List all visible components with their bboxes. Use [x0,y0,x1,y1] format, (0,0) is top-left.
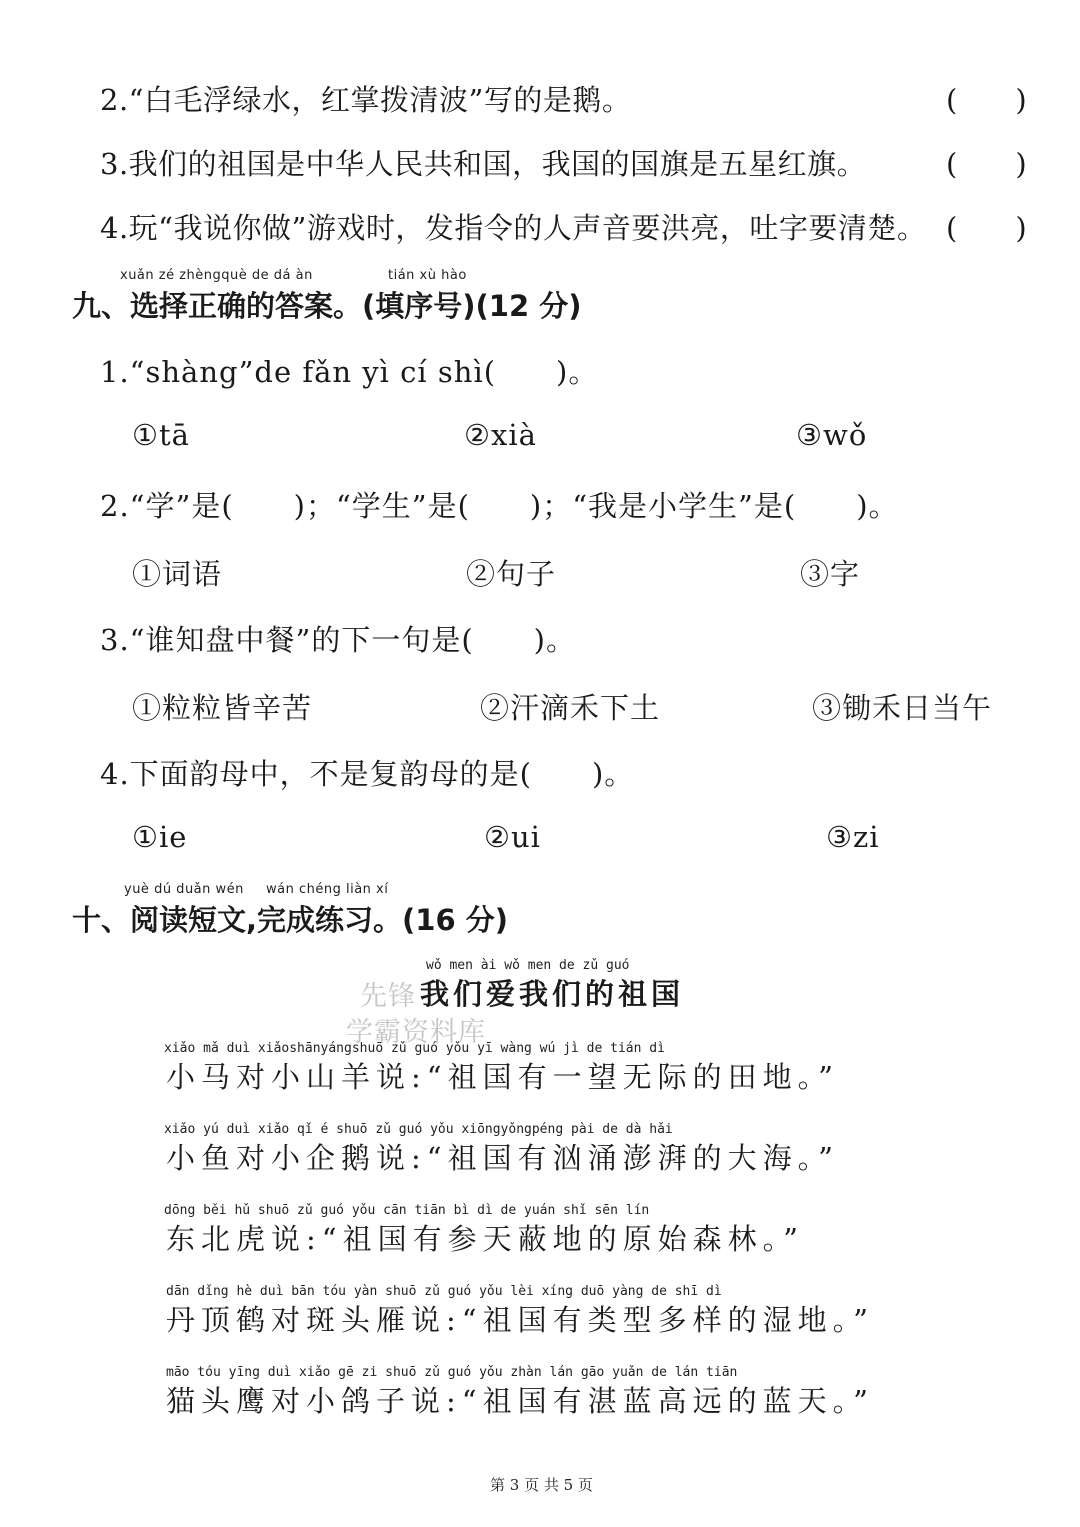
tf-item-4: 4.玩“我说你做”游戏时，发指令的人声音要洪亮，吐字要清楚。 [100,211,927,245]
line-pinyin: xiǎo yú duì xiǎo qǐ é shuō zǔ guó yǒu xiōngyǒngpéng pài de dà hǎi [164,1122,673,1137]
option: ②xià [464,418,537,452]
option: ①粒粒皆辛苦 [132,691,313,725]
option: ①ie [132,820,188,854]
watermark: 学霸资料库 [346,1017,486,1048]
option: ③字 [800,557,861,591]
option: ①tā [132,418,190,452]
passage-line: 东北虎说:“祖国有参天蔽地的原始森林。” [166,1222,804,1256]
section9-heading: 九、选择正确的答案。(填序号)(12 分) [72,289,582,323]
passage-title: 我们爱我们的祖国 [420,977,685,1011]
passage-line: 小马对小山羊说:“祖国有一望无际的田地。” [166,1060,839,1094]
option: ①词语 [132,557,223,591]
section9-pinyin: xuǎn zé zhèngquè de dá àn [120,268,313,283]
line-pinyin: māo tóu yīng duì xiǎo gē zi shuō zǔ guó yǒu zhàn lán gāo yuǎn de lán tiān [166,1365,738,1380]
passage-line: 小鱼对小企鹅说:“祖国有汹涌澎湃的大海。” [166,1141,839,1175]
watermark: 先锋 [360,981,416,1012]
answer-paren[interactable]: ( ) [946,83,1027,117]
option: ②ui [484,820,541,854]
tf-item-3: 3.我们的祖国是中华人民共和国，我国的国旗是五星红旗。 [100,147,867,181]
title-pinyin: wǒ men ài wǒ men de zǔ guó [426,958,630,973]
passage-line: 猫头鹰对小鸽子说:“祖国有湛蓝高远的蓝天。” [166,1384,874,1418]
question-1: 1.“shàng”de fǎn yì cí shì( )。 [100,355,599,389]
option: ③zi [826,820,880,854]
question-4: 4.下面韵母中，不是复韵母的是( )。 [100,757,635,791]
section10-heading: 十、阅读短文,完成练习。(16 分) [72,903,508,937]
line-pinyin: xiǎo mǎ duì xiǎoshānyángshuō zǔ guó yǒu yī wàng wú jì de tián dì [164,1041,665,1056]
question-3: 3.“谁知盘中餐”的下一句是( )。 [100,623,576,657]
option: ③锄禾日当午 [812,691,993,725]
section9-pinyin: tián xù hào [388,268,467,283]
section10-pinyin: yuè dú duǎn wén [124,882,244,897]
passage-line: 丹顶鹤对斑头雁说:“祖国有类型多样的湿地。” [166,1303,874,1337]
section10-pinyin: wán chéng liàn xí [266,882,389,897]
question-2: 2.“学”是( )；“学生”是( )；“我是小学生”是( )。 [100,489,899,523]
answer-paren[interactable]: ( ) [946,211,1027,245]
option: ②汗滴禾下土 [480,691,661,725]
line-pinyin: dān dǐng hè duì bān tóu yàn shuō zǔ guó yǒu lèi xíng duō yàng de shī dì [166,1284,722,1299]
option: ②句子 [466,557,557,591]
tf-item-2: 2.“白毛浮绿水，红掌拨清波”写的是鹅。 [100,83,632,117]
option: ③wǒ [796,418,868,452]
page-number: 第 3 页 共 5 页 [490,1476,593,1494]
answer-paren[interactable]: ( ) [946,147,1027,181]
line-pinyin: dōng běi hǔ shuō zǔ guó yǒu cān tiān bì dì de yuán shǐ sēn lín [164,1203,650,1218]
